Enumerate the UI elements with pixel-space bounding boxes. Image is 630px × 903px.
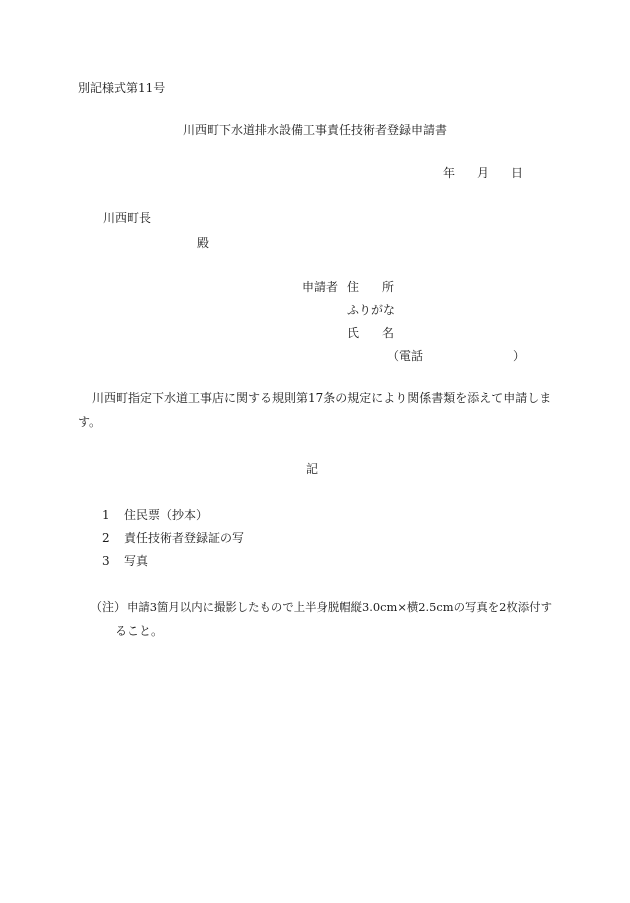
note-line-1: 申請3箇月以内に撮影したもので上半身脱帽縦3.0cm×横2.5cmの写真を2枚添付す	[127, 600, 552, 614]
list-item-label: 住民票（抄本）	[124, 508, 209, 522]
date-year: 年	[443, 166, 456, 180]
date-month: 月	[477, 166, 490, 180]
list-item-number: 3	[102, 554, 110, 568]
name-label-2: 名	[382, 326, 395, 340]
phone-close: ）	[513, 349, 526, 363]
name-label-1: 氏	[347, 326, 360, 340]
list-item	[102, 554, 148, 568]
list-item-label: 写真	[124, 554, 149, 568]
list-item-number: 2	[102, 531, 110, 545]
phone-open: （電話	[387, 349, 424, 363]
list-item	[102, 508, 208, 522]
form-number: 別記様式第11号	[78, 81, 166, 95]
date-day: 日	[511, 166, 524, 180]
address-label-1: 住	[347, 280, 360, 294]
note-prefix: （注）	[90, 600, 127, 614]
addressee-honorific: 殿	[197, 236, 210, 250]
list-item-label: 責任技術者登録証の写	[124, 531, 245, 545]
address-label-2: 所	[382, 280, 395, 294]
list-item	[102, 531, 244, 545]
ki-heading: 記	[306, 462, 319, 476]
body-line-1: 川西町指定下水道工事店に関する規則第17条の規定により関係書類を添えて申請しま	[92, 391, 552, 405]
list-item-number: 1	[102, 508, 110, 522]
applicant-label: 申請者	[302, 280, 339, 294]
furigana-label: ふりがな	[347, 303, 396, 317]
note-line-2: ること。	[115, 624, 164, 638]
body-line-2: す。	[78, 415, 102, 429]
addressee-name: 川西町長	[103, 211, 152, 225]
document-title: 川西町下水道排水設備工事責任技術者登録申請書	[183, 123, 448, 137]
